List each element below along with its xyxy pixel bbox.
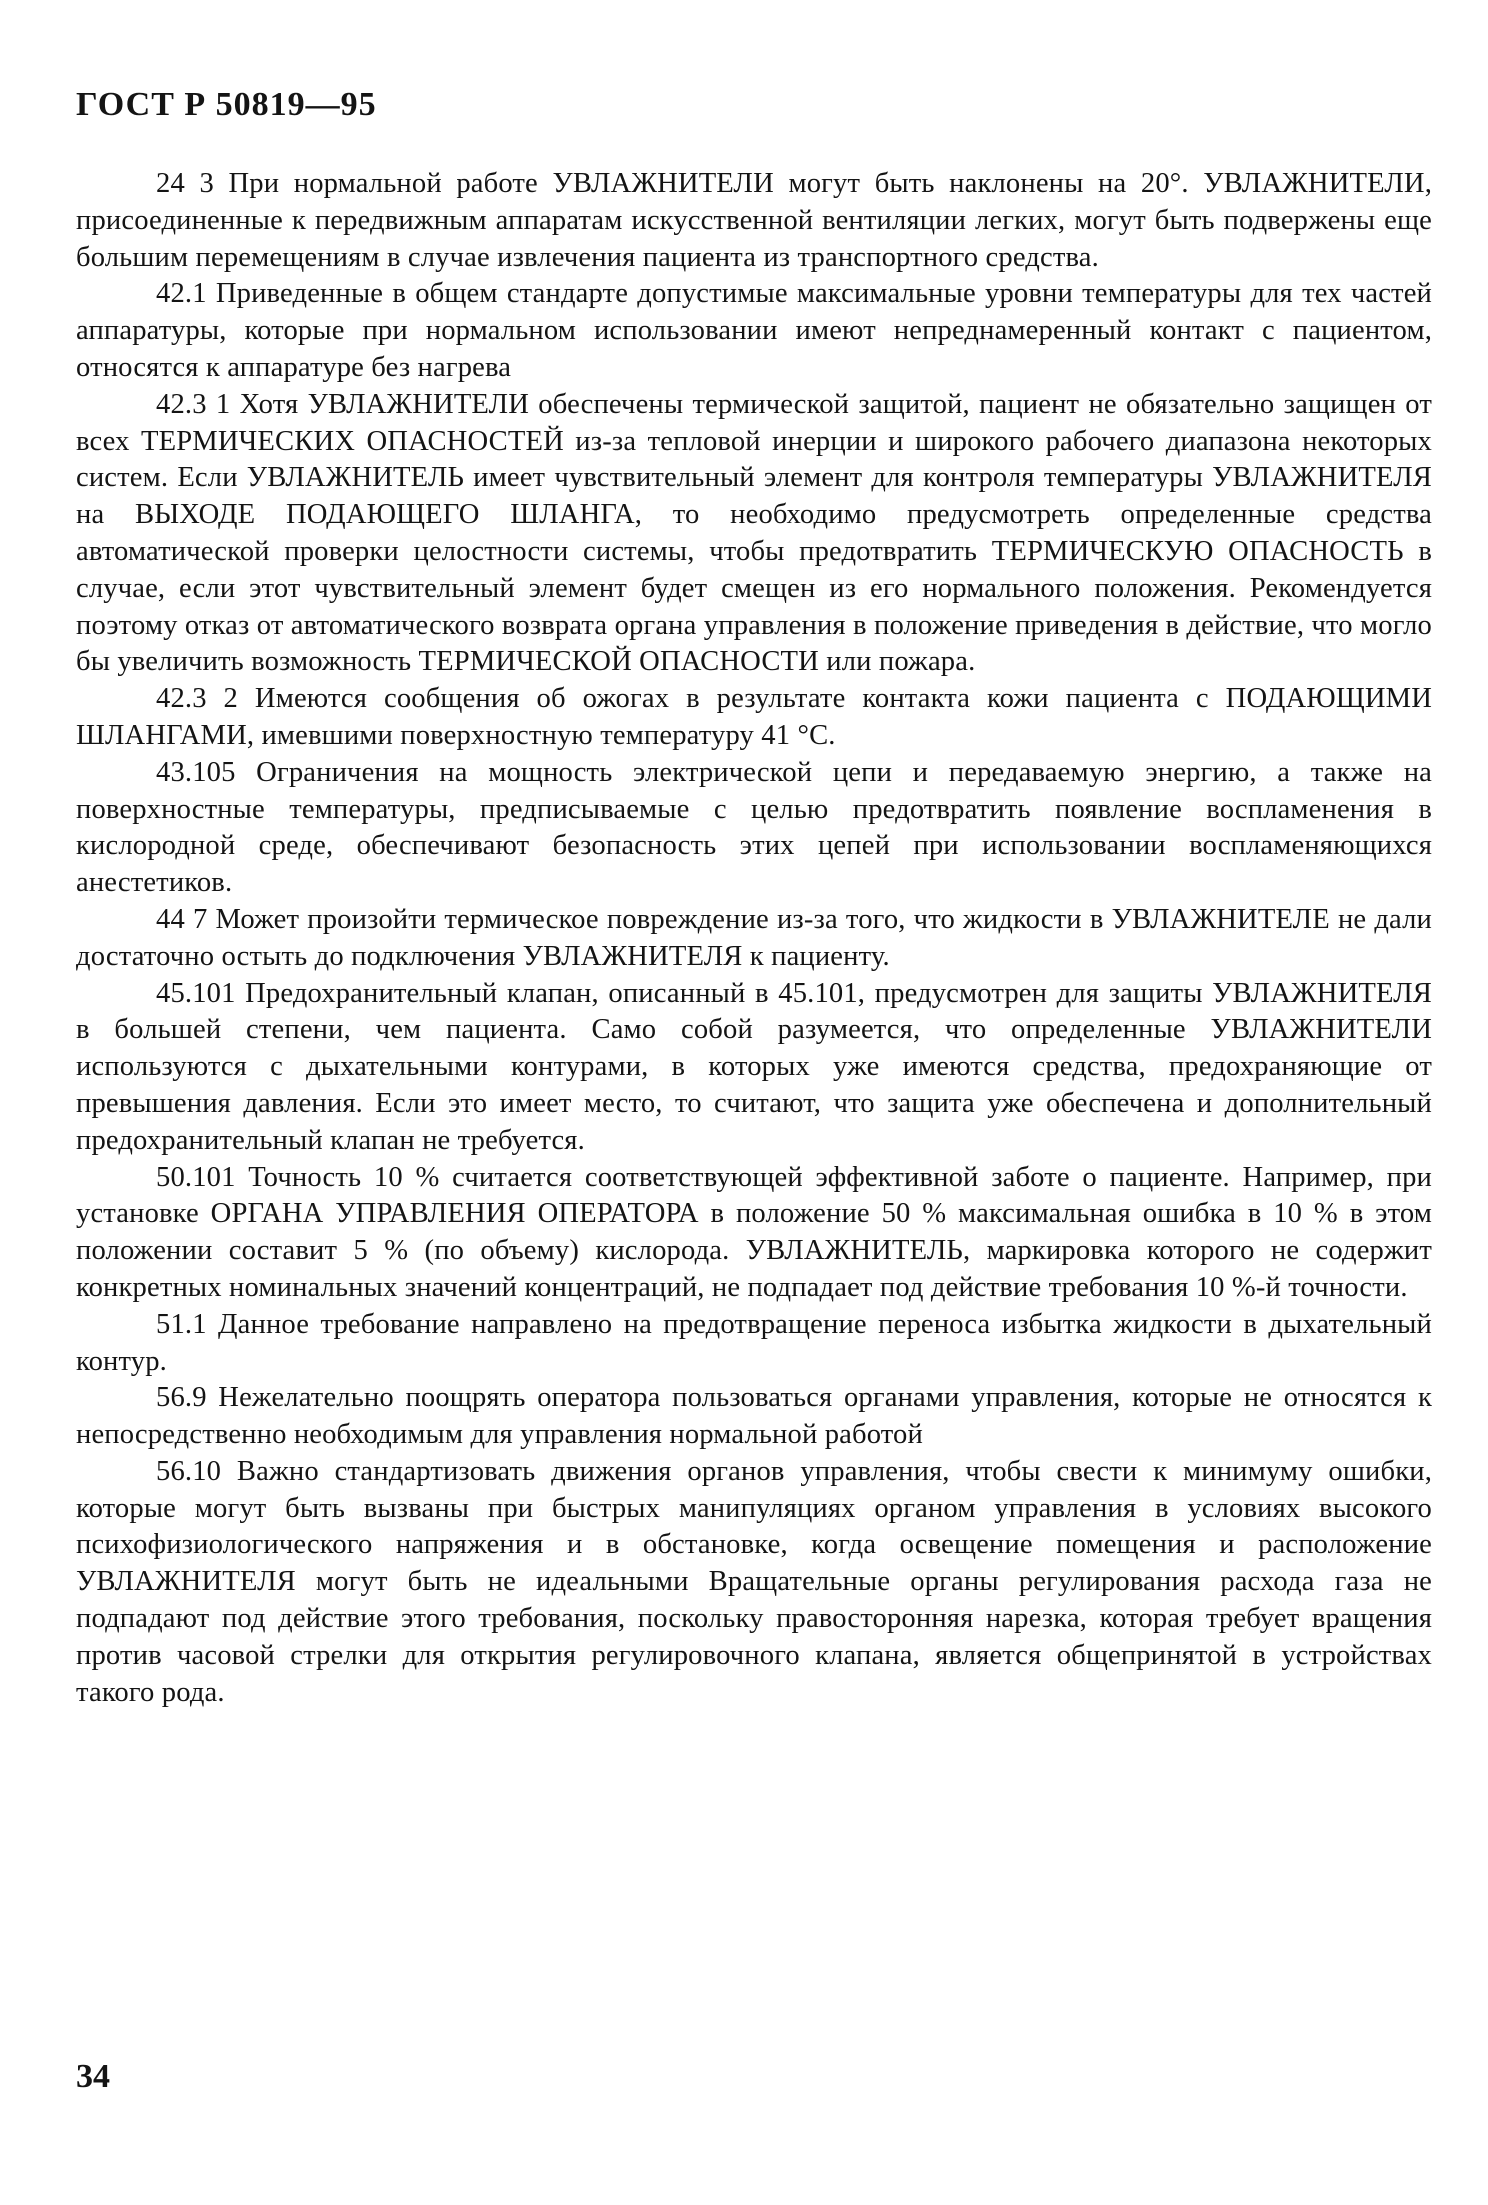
paragraph-42-3-2: 42.3 2 Имеются сообщения об ожогах в результате контакта кожи пациента с ПОДАЮЩИМИ ШЛАНГАМИ, имевшими поверхностную температуру 41 °С.	[76, 683, 1432, 751]
paragraph-44-7: 44 7 Может произойти термическое повреждение из-за того, что жидкости в УВЛАЖНИТЕЛЕ не дали достаточно остыть до подключения УВЛАЖНИТЕЛЯ к пациенту.	[76, 903, 1432, 972]
paragraph-56-9: 56.9 Нежелательно поощрять оператора пользоваться органами управления, которые не относятся к непосредственно необходимым для управления нормальной работой	[76, 1382, 1432, 1451]
page-number: 34	[76, 2058, 110, 2095]
paragraph-24-3: 24 3 При нормальной работе УВЛАЖНИТЕЛИ могут быть наклонены на 20°. УВЛАЖНИТЕЛИ, присоединенные к передвижным аппаратам искусственной вентиляции легких, могут быть подвержены еще большим перемещениям в случае извлечения пациента из транспортного средства.	[76, 168, 1432, 273]
paragraph-42-3-1: 42.3 1 Хотя УВЛАЖНИТЕЛИ обеспечены термической защитой, пациент не обязательно защищен от всех ТЕРМИЧЕСКИХ ОПАСНОСТЕЙ из-за тепловой инерции и широкого рабочего диапазона некоторых систем. Если УВЛАЖНИТЕЛЬ имеет чувствительный элемент для контроля температуры УВЛАЖНИТЕЛЯ на ВЫХОДЕ ПОДАЮЩЕГО ШЛАНГА, то необходимо предусмотреть определенные средства автоматической проверки целостности системы, чтобы предотвратить ТЕРМИЧЕСКУЮ ОПАСНОСТЬ в случае, если этот чувствительный элемент будет смещен из его нормального положения. Рекомендуется поэтому отказ от автоматического возврата органа управления в положение приведения в действие, что могло бы увеличить возможность ТЕРМИЧЕСКОЙ ОПАСНОСТИ или пожара.	[76, 388, 1432, 678]
body-text	[76, 166, 1432, 1711]
paragraph-43-105: 43.105 Ограничения на мощность электрической цепи и передаваемую энергию, а также на поверхностные температуры, предписываемые с целью предотвратить появление воспламенения в кислородной среде, обеспечивают безопасность этих цепей при использовании воспламеняющихся анестетиков.	[76, 756, 1432, 899]
paragraph-45-101: 45.101 Предохранительный клапан, описанный в 45.101, предусмотрен для защиты УВЛАЖНИТЕЛЯ в большей степени, чем пациента. Само собой разумеется, что определенные УВЛАЖНИТЕЛИ используются с дыхательными контурами, в которых уже имеются средства, предохраняющие от превышения давления. Если это имеет место, то считают, что защита уже обеспечена и дополнительный предохранительный клапан не требуется.	[76, 977, 1432, 1156]
paragraph-50-101: 50.101 Точность 10 % считается соответствующей эффективной заботе о пациенте. Например, при установке ОРГАНА УПРАВЛЕНИЯ ОПЕРАТОРА в положение 50 % максимальная ошибка в 10 % в этом положении составит 5 % (по объему) кислорода. УВЛАЖНИТЕЛЬ, маркировка которого не содержит конкретных номинальных значений концентраций, не подпадает под действие требования 10 %-й точности.	[76, 1161, 1432, 1303]
paragraph-56-10: 56.10 Важно стандартизовать движения органов управления, чтобы свести к минимуму ошибки, которые могут быть вызваны при быстрых манипуляциях органом управления в условиях высокого психофизиологического напряжения и в обстановке, когда освещение помещения и расположение УВЛАЖНИТЕЛЯ могут быть не идеальными Вращательные органы регулирования расхода газа не подпадают под действие этого требования, поскольку правосторонняя нарезка, которая требует вращения против часовой стрелки для открытия регулировочного клапана, является общепринятой в устройствах такого рода.	[76, 1455, 1432, 1708]
standard-header: ГОСТ Р 50819—95	[76, 86, 377, 123]
paragraph-51-1: 51.1 Данное требование направлено на предотвращение переноса избытка жидкости в дыхательный контур.	[76, 1308, 1432, 1377]
paragraph-42-1: 42.1 Приведенные в общем стандарте допустимые максимальные уровни температуры для тех частей аппаратуры, которые при нормальном использовании имеют непреднамеренный контакт с пациентом, относятся к аппаратуре без нагрева	[76, 278, 1432, 383]
